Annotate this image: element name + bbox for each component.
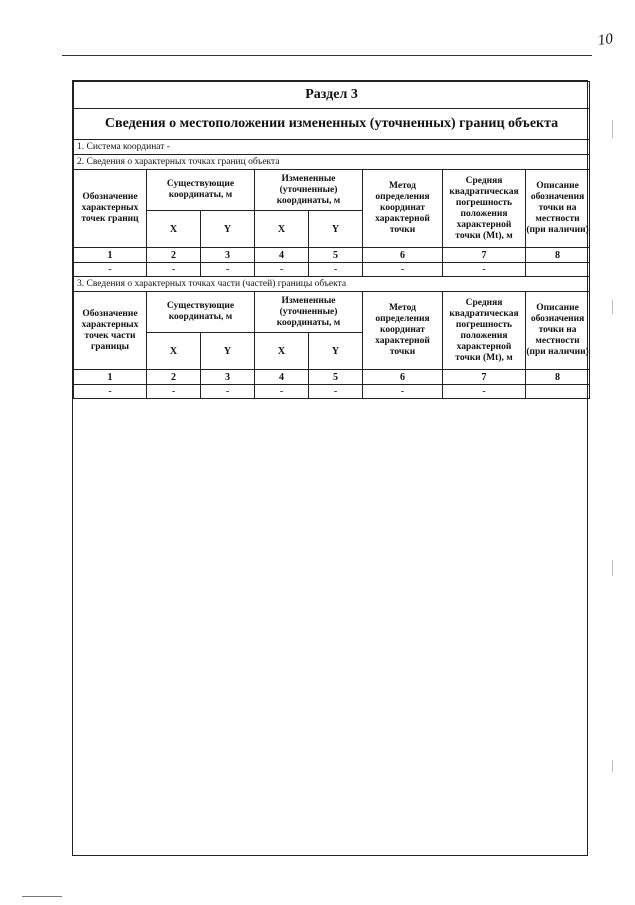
table2-num-7: 7 [443,370,526,385]
table1-num-2: 2 [147,248,201,263]
coordinate-system: 1. Система координат - [74,140,590,155]
table2-num-8: 8 [526,370,590,385]
table2-existing-x: X [147,333,201,370]
table2-existing-y: Y [201,333,255,370]
table2-cell-3: - [201,385,255,399]
section-title: Раздел 3 [74,82,590,109]
table2-cell-2: - [147,385,201,399]
table2-num-4: 4 [255,370,309,385]
section-table [73,81,590,399]
table2-caption: 3. Сведения о характерных точках части (частей) границы объекта [74,277,590,292]
table1-cell-8 [526,263,590,277]
table2-col-changed: Измененные (уточненные) координаты, м [255,292,363,333]
table2-changed-x: X [255,333,309,370]
table1-col-method: Метод определения координат характерной точки [363,170,443,248]
table1-num-8: 8 [526,248,590,263]
table1-number-row [74,248,590,263]
table1-caption: 2. Сведения о характерных точках границ объекта [74,155,590,170]
table1-cell-6: - [363,263,443,277]
table1-col-description: Описание обозначения точки на местности (при наличии) [526,170,590,248]
table1-cell-5: - [309,263,363,277]
section-subtitle: Сведения о местоположении измененных (уточненных) границ объекта [74,109,590,140]
table1-num-5: 5 [309,248,363,263]
table2-cell-1: - [74,385,147,399]
table2-cell-6: - [363,385,443,399]
table1-num-7: 7 [443,248,526,263]
table1-changed-x: X [255,211,309,248]
scan-mark [612,560,613,576]
table2-cell-7: - [443,385,526,399]
table1-cell-3: - [201,263,255,277]
table2-col-existing: Существующие координаты, м [147,292,255,333]
table2-num-3: 3 [201,370,255,385]
table1-num-1: 1 [74,248,147,263]
table2-cell-8 [526,385,590,399]
scan-mark [612,120,613,138]
table2-number-row [74,370,590,385]
table1-col-changed: Измененные (уточненные) координаты, м [255,170,363,211]
footer-mark [22,896,62,897]
table2-col-error: Средняя квадратическая погрешность положения характерной точки (Mt), м [443,292,526,370]
top-rule [62,55,592,56]
table2-num-6: 6 [363,370,443,385]
table2-changed-y: Y [309,333,363,370]
table1-cell-2: - [147,263,201,277]
scan-mark [612,760,613,772]
table1-col-existing: Существующие координаты, м [147,170,255,211]
table1-cell-7: - [443,263,526,277]
table2-col-designation: Обозначение характерных точек части границы [74,292,147,370]
table-row [74,385,590,399]
table2-cell-4: - [255,385,309,399]
table1-num-3: 3 [201,248,255,263]
table1-col-error: Средняя квадратическая погрешность положения характерной точки (Mt), м [443,170,526,248]
table2-num-5: 5 [309,370,363,385]
table2-col-description: Описание обозначения точки на местности (при наличии) [526,292,590,370]
scan-mark [612,300,613,314]
table1-existing-y: Y [201,211,255,248]
table2-num-1: 1 [74,370,147,385]
table2-num-2: 2 [147,370,201,385]
table1-existing-x: X [147,211,201,248]
table1-col-designation: Обозначение характерных точек границ [74,170,147,248]
table1-changed-y: Y [309,211,363,248]
table2-cell-5: - [309,385,363,399]
table1-cell-1: - [74,263,147,277]
section-frame [72,80,588,856]
table1-num-4: 4 [255,248,309,263]
table1-cell-4: - [255,263,309,277]
table1-num-6: 6 [363,248,443,263]
table2-col-method: Метод определения координат характерной точки [363,292,443,370]
table-row [74,263,590,277]
page-number: 10 [596,31,614,49]
